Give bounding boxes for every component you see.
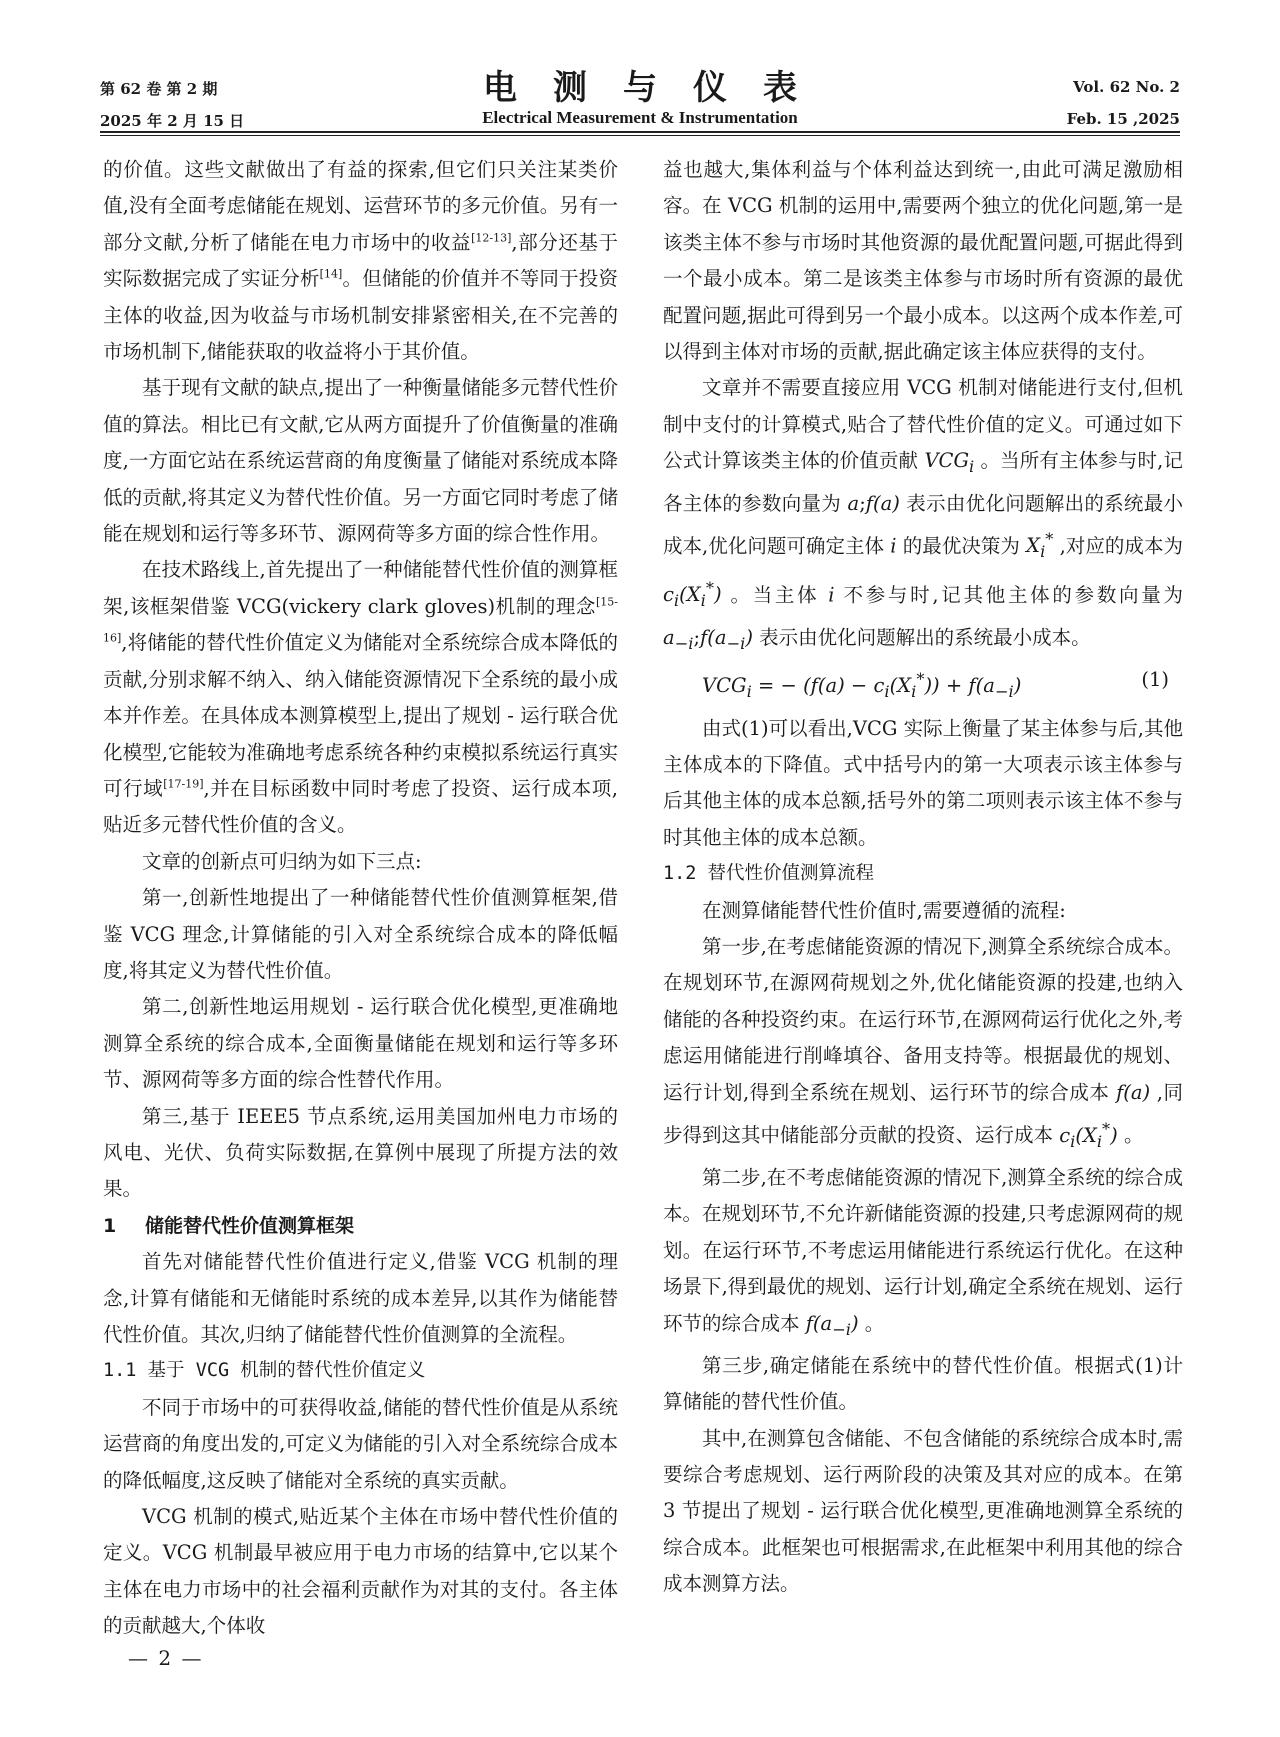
text: ,并在目标函数中同时考虑了投资、运行成本项,贴近多元替代性价值的含义。 bbox=[103, 776, 618, 837]
page-number: — 2 — bbox=[128, 1646, 204, 1670]
math: c bbox=[873, 674, 885, 698]
paragraph bbox=[103, 152, 618, 370]
paragraph bbox=[663, 370, 1183, 661]
subsection-heading: 1.2 替代性价值测算流程 bbox=[663, 863, 875, 885]
paragraph: 第一,创新性地提出了一种储能替代性价值测算框架,借鉴 VCG 理念,计算储能的引入对全系统综合成本的降低幅度,将其定义为替代性价值。 bbox=[103, 886, 618, 982]
math: i bbox=[1096, 1131, 1103, 1151]
math: )) + f( bbox=[924, 674, 984, 698]
math: VCG bbox=[702, 674, 747, 698]
paragraph: 由式(1)可以看出,VCG 实际上衡量了某主体参与后,其他主体成本的下降值。式中括号内的第一大项表示该主体参与后其他主体的成本总额,括号外的第二项则表示该主体不参与时其他主体的成本总额。 bbox=[663, 716, 1183, 849]
journal-title-cn: 电测与仪表 bbox=[483, 68, 833, 108]
math: $c_i(X_i^*)$ bbox=[1059, 1119, 1118, 1151]
math: X bbox=[686, 583, 701, 607]
math: i bbox=[1040, 542, 1046, 562]
paragraph: 基于现有文献的缺点,提出了一种衡量储能多元替代性价值的算法。相比已有文献,它从两方面提升了价值衡量的准确度,一方面它站在系统运营商的角度衡量了储能对系统成本降低的贡献,将其定义为替代性价值。另一方面它同时考虑了储能在规划和运行等多环节、源网荷等多方面的综合性作用。 bbox=[103, 376, 618, 546]
math: i bbox=[890, 534, 897, 558]
math: $c_i(X_i^*)$ bbox=[663, 578, 722, 611]
text: 。 bbox=[858, 1311, 885, 1335]
math: X bbox=[1082, 1123, 1097, 1147]
math: i bbox=[1070, 1131, 1076, 1151]
math: VCG bbox=[924, 449, 970, 473]
math: $f(a_{-i})$ bbox=[805, 1311, 859, 1339]
date-cn: 2025 年 2 月 15 日 bbox=[100, 112, 245, 130]
math: $f(a_{-i})$ bbox=[700, 625, 753, 653]
math bbox=[1026, 529, 1054, 562]
text: 不参与时,记其他主体的参数向量为 bbox=[834, 583, 1183, 607]
citation: [14] bbox=[319, 267, 343, 281]
paragraph: 不同于市场中的可获得收益,储能的替代性价值是从系统运营商的角度出发的,可定义为储能的引入对全系统综合成本的降低幅度,这反映了储能对全系统的真实贡献。 bbox=[103, 1395, 618, 1492]
math: i bbox=[884, 682, 890, 702]
math: a bbox=[983, 674, 995, 698]
citation: [12-13] bbox=[471, 231, 512, 245]
math: f bbox=[805, 1311, 813, 1335]
paragraph: VCG 机制的模式,贴近某个主体在市场中替代性价值的定义。VCG 机制最早被应用于电力市场的结算中,它以某个主体在电力市场中的社会福利贡献作为对其的支付。各主体的贡献越大,个体收 bbox=[103, 1505, 618, 1638]
math: a bbox=[820, 1311, 833, 1335]
journal-title-en: Electrical Measurement & Instrumentation bbox=[482, 108, 798, 127]
math: i bbox=[828, 583, 835, 607]
section-title: 储能替代性价值测算框架 bbox=[145, 1214, 355, 1237]
math: −i bbox=[726, 633, 746, 653]
citation: [17-19] bbox=[163, 777, 204, 791]
text: ,部分还基于实际数据完成了实证分析 bbox=[103, 230, 618, 291]
text: 。当所有主体参与时,记各主体的参数向量为 bbox=[663, 449, 1183, 515]
paragraph: 益也越大,集体利益与个体利益达到统一,由此可满足激励相容。在 VCG 机制的运用中,需要两个独立的优化问题,第一是该类主体不参与市场时其他资源的最优配置问题,可据此得到一个最小成本。第二是该类主体参与市场时所有资源的最优配置问题,据此可得到另一个最小成本。以这两个成本作差,可以得到主体对市场的贡献,据此确定该主体应获得的支付。 bbox=[663, 158, 1183, 364]
math: * bbox=[1102, 1119, 1111, 1139]
text: ,对应的成本为 bbox=[1053, 534, 1183, 558]
math: i bbox=[746, 682, 752, 702]
page-header bbox=[100, 0, 1180, 135]
math: i bbox=[700, 591, 706, 611]
math: i bbox=[969, 457, 975, 477]
text: 第一步,在考虑储能资源的情况下,测算全系统综合成本。在规划环节,在源网荷规划之外,优化储能资源的投建,也纳入储能的各种投资约束。在运行环节,在源网荷运行优化之外,考虑运用储能进行削峰填谷、备用支持等。根据最优的规划、运行计划,得到全系统在规划、运行环节的综合成本 bbox=[663, 935, 1183, 1104]
math: a bbox=[847, 491, 860, 515]
math bbox=[924, 449, 975, 477]
text: 。但储能的价值并不等同于投资主体的收益,因为收益与市场机制安排紧密相关,在不完善的市场机制下,储能获取的收益将小于其价值。 bbox=[103, 267, 618, 364]
volume-issue-en: Vol. 62 No. 2 bbox=[1073, 78, 1180, 96]
math: f(a) bbox=[1116, 1080, 1151, 1104]
paragraph bbox=[663, 929, 1183, 1160]
text: 第二步,在不考虑储能资源的情况下,测算全系统的综合成本。在规划环节,不允许新储能资源的投建,只考虑源网荷的规划。在运行环节,不考虑运用储能进行系统运行优化。在这种场景下,得到最优的规划、运行计划,确定全系统在规划、运行环节的综合成本 bbox=[663, 1165, 1183, 1335]
volume-issue-cn: 第 62 卷 第 2 期 bbox=[100, 80, 218, 98]
text: 。当主体 bbox=[721, 583, 829, 607]
math: X bbox=[897, 674, 912, 698]
text: ; bbox=[859, 491, 866, 515]
paragraph: 第二,创新性地运用规划 - 运行联合优化模型,更准确地测算全系统的综合成本,全面衡量储能在规划和运行等多环节、源网荷等多方面的综合性替代作用。 bbox=[103, 995, 618, 1092]
paragraph: 文章的创新点可归纳为如下三点: bbox=[142, 849, 422, 873]
math: $VCG_i$ = − $(f(a) - c_i(X_i^*)) + f(a_{-i})$ bbox=[702, 669, 1022, 702]
math: c bbox=[663, 583, 674, 607]
math: −i bbox=[832, 1319, 851, 1339]
math: −i bbox=[674, 633, 694, 653]
math: a bbox=[714, 625, 727, 649]
math: * bbox=[916, 669, 925, 689]
paragraph: 第三步,确定储能在系统中的替代性价值。根据式(1)计算储能的替代性价值。 bbox=[663, 1353, 1183, 1414]
math: X bbox=[1026, 534, 1041, 558]
math bbox=[663, 625, 694, 653]
math: −i bbox=[994, 682, 1014, 702]
right-column bbox=[663, 152, 1183, 1603]
math: c bbox=[1059, 1123, 1071, 1147]
math: i bbox=[911, 682, 917, 702]
section-heading bbox=[103, 1208, 618, 1244]
section-number: 1 bbox=[103, 1214, 117, 1237]
text: ,将储能的替代性价值定义为储能对全系统综合成本降低的贡献,分别求解不纳入、纳入储能资源情况下全系统的最小成本并作差。在具体成本测算模型上,提出了规划 - 运行联合优化模型,它能较为准确地考虑系统各种约束模拟系统运行真实可行域 bbox=[103, 631, 618, 800]
equation bbox=[663, 662, 1183, 711]
date-en: Feb. 15 ,2025 bbox=[1066, 110, 1180, 128]
math: = − (f(a) − bbox=[751, 674, 874, 698]
subsection-heading: 1.1 基于 VCG 机制的替代性价值定义 bbox=[103, 1360, 426, 1382]
text: 的价值。这些文献做出了有益的探索,但它们只关注某类价值,没有全面考虑储能在规划、运营环节的多元价值。另有一部分文献,分析了储能在电力市场中的收益 bbox=[103, 158, 618, 254]
citation: [15-16] bbox=[103, 595, 618, 645]
text: ; bbox=[693, 625, 701, 649]
text: 表示由优化问题解出的系统最小成本,优化问题可确定主体 bbox=[663, 491, 1184, 558]
text: ,同步得到这其中储能部分贡献的投资、运行成本 bbox=[663, 1080, 1183, 1147]
paragraph: 在测算储能替代性价值时,需要遵循的流程: bbox=[702, 898, 1066, 922]
text: 文章并不需要直接应用 VCG 机制对储能进行支付,但机制中支付的计算模式,贴合了替代性价值的定义。可通过如下公式计算该类主体的价值贡献 bbox=[663, 376, 1183, 473]
paragraph bbox=[103, 552, 618, 843]
header-rule-thin bbox=[100, 135, 1180, 136]
text: 在技术路线上,首先提出了一种储能替代性价值的测算框架,该框架借鉴 VCG(vickery clark gloves)机制的理念 bbox=[103, 558, 618, 618]
text: 的最优决策为 bbox=[896, 534, 1027, 558]
math: f bbox=[700, 625, 708, 649]
math: f(a) bbox=[865, 491, 900, 515]
math: i bbox=[673, 591, 680, 611]
paragraph bbox=[663, 1160, 1183, 1348]
header-rule-thick bbox=[100, 131, 1180, 133]
math: * bbox=[705, 578, 714, 598]
paragraph: 首先对储能替代性价值进行定义,借鉴 VCG 机制的理念,计算有储能和无储能时系统的成本差异,以其作为储能替代性价值。其次,归纳了储能替代性价值测算的全流程。 bbox=[103, 1250, 618, 1346]
paragraph: 其中,在测算包含储能、不包含储能的系统综合成本时,需要综合考虑规划、运行两阶段的决策及其对应的成本。在第 3 节提出了规划 - 运行联合优化模型,更准确地测算全系统的综合成本。此框架也可根据需求,在此框架中利用其他的综合成本测算方法。 bbox=[663, 1426, 1183, 1596]
math: a bbox=[663, 625, 675, 649]
text: 表示由优化问题解出的系统最小成本。 bbox=[752, 625, 1091, 649]
left-column bbox=[103, 152, 618, 1645]
paragraph: 第三,基于 IEEE5 节点系统,运用美国加州电力市场的风电、光伏、负荷实际数据,在算例中展现了所提方法的效果。 bbox=[103, 1104, 618, 1201]
text: 。 bbox=[1117, 1123, 1144, 1147]
math: * bbox=[1045, 529, 1054, 549]
equation-number: (1) bbox=[1141, 667, 1169, 691]
math: ) bbox=[1013, 674, 1022, 698]
